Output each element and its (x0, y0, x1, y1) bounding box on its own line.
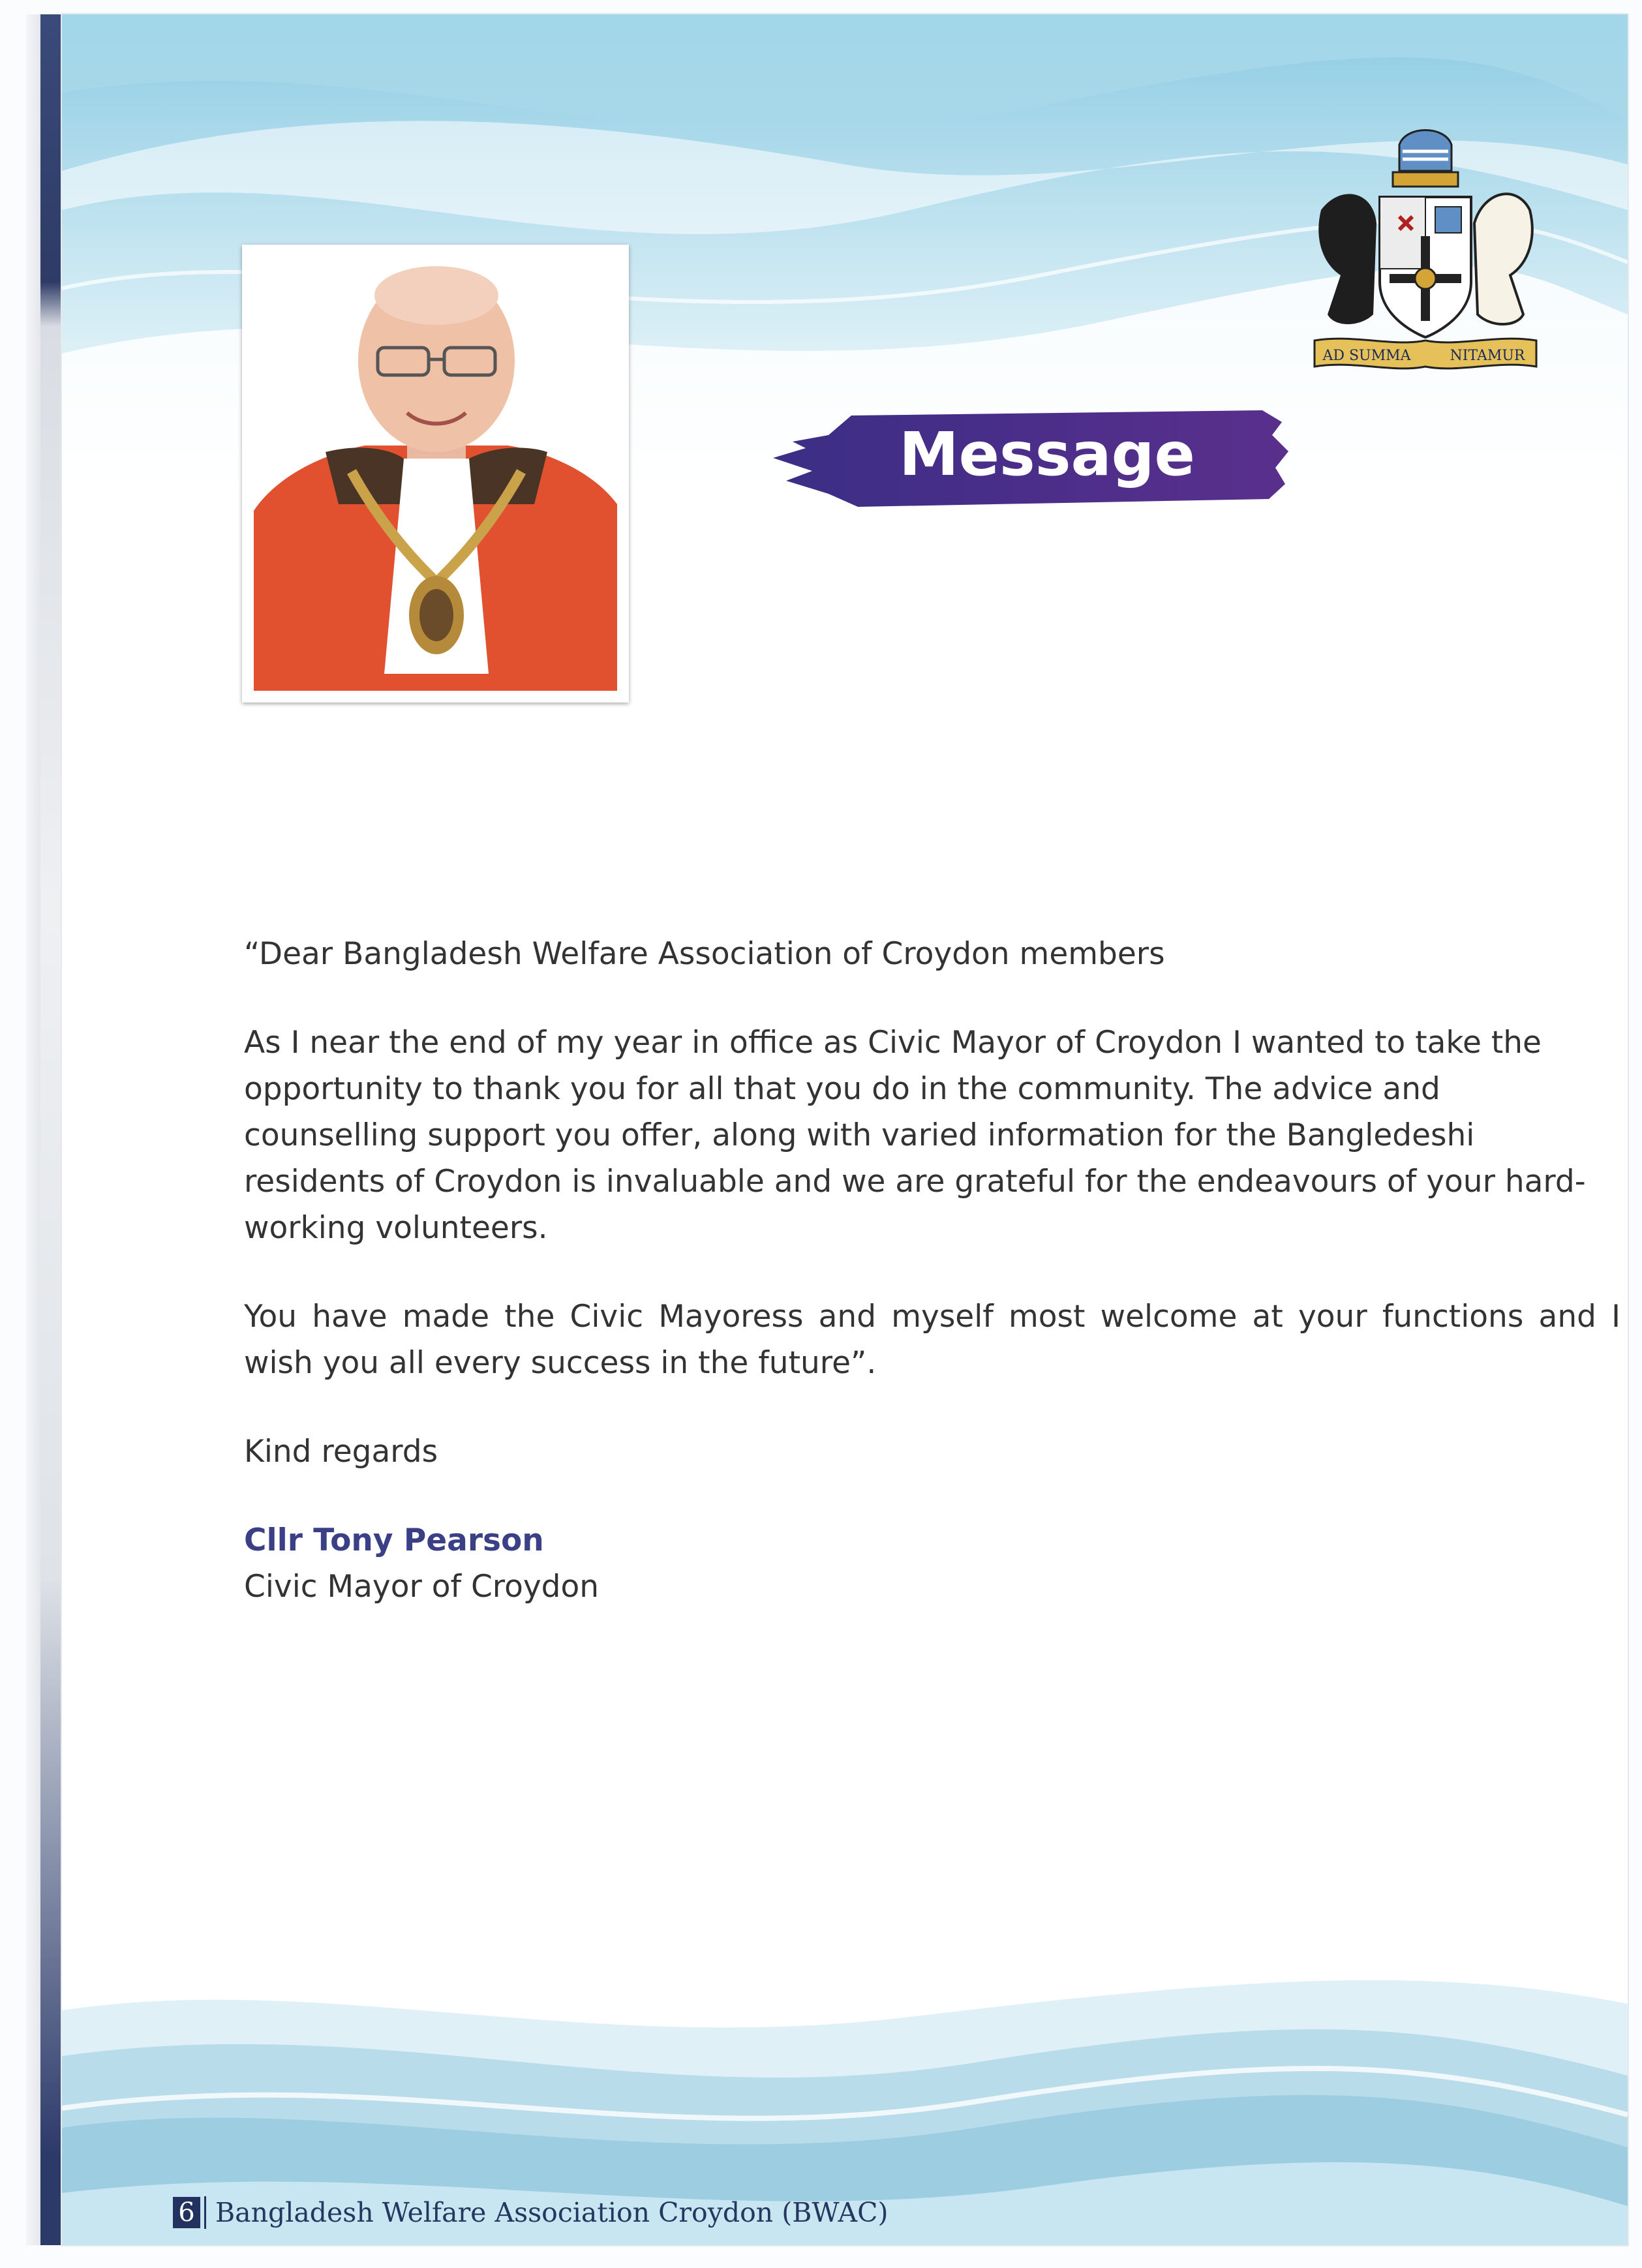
page-title: Message (899, 419, 1195, 489)
letter-closing: Kind regards (244, 1434, 438, 1470)
document-page (62, 14, 1628, 2245)
mayor-portrait-image (254, 256, 617, 691)
letter-salutation: “Dear Bangladesh Welfare Association of Croydon members (244, 936, 1165, 972)
mayor-portrait (242, 245, 629, 703)
signer-title: Civic Mayor of Croydon (244, 1569, 600, 1605)
letter-paragraph-1: As I near the end of my year in office as Civic Mayor of Croydon I wanted to take the opportunity to thank you for all that you do in the community. The advice and counselling support you offer, along with varied information for the Bangledeshi residents of Croydon is invaluable and we are grateful for the endeavours of your hard-working volunteers. (244, 1025, 1586, 1246)
footer-divider (204, 2196, 206, 2229)
page-number: 6 (173, 2197, 200, 2228)
signer-name: Cllr Tony Pearson (244, 1522, 544, 1558)
letter-paragraph-2: You have made the Civic Mayoress and myself most welcome at your functions and I wish you all every success in the future”. (244, 1299, 1620, 1381)
coat-of-arms-crest (1301, 119, 1549, 393)
footer-publication-name: Bangladesh Welfare Association Croydon (BWAC) (215, 2197, 889, 2228)
binding-spine (40, 14, 62, 2245)
crest-motto-left: AD SUMMA (1322, 348, 1411, 364)
crest-motto-right: NITAMUR (1450, 348, 1525, 364)
mayor-letter (244, 931, 1620, 1610)
page-footer (173, 2193, 888, 2232)
page-spine-edge (26, 14, 40, 2245)
